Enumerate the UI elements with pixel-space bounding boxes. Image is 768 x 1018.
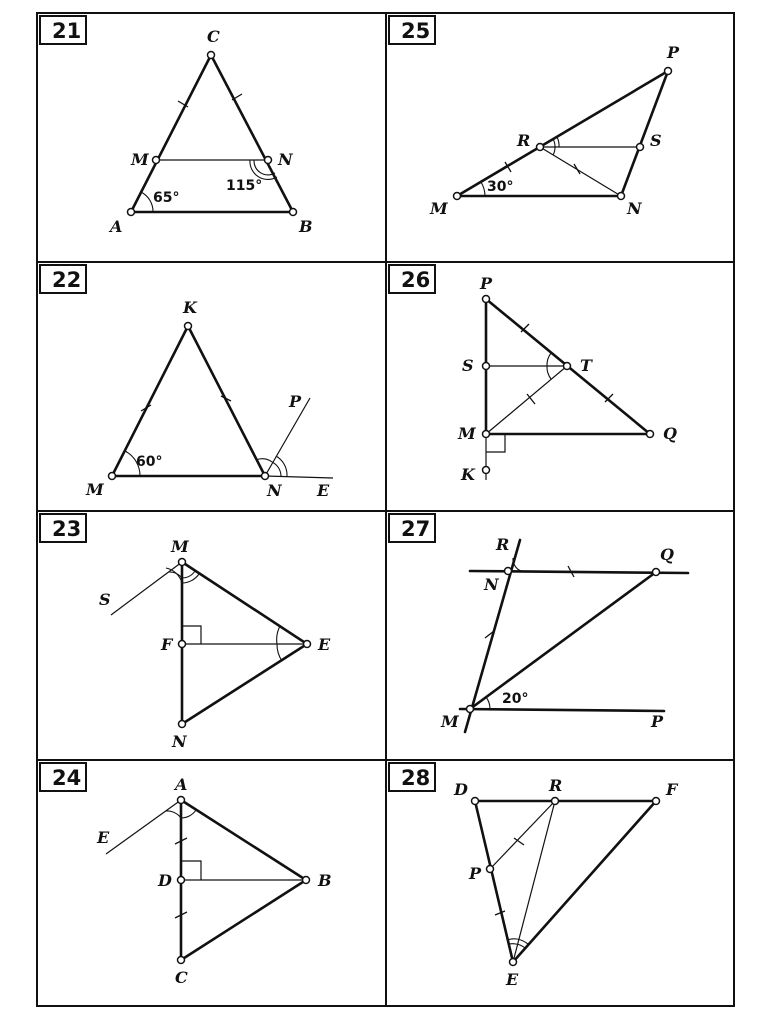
problem-28 <box>389 763 679 989</box>
label-R: R <box>517 131 531 150</box>
problem-number: 26 <box>401 268 431 292</box>
problem-26 <box>389 265 677 484</box>
label-P: P <box>651 712 664 731</box>
label-N: N <box>278 150 293 169</box>
label-F: F <box>666 780 678 799</box>
angle-label-M: 30° <box>487 179 514 195</box>
problem-24 <box>40 763 332 987</box>
label-A: A <box>175 775 188 794</box>
label-M: M <box>430 199 448 218</box>
label-K: K <box>461 465 475 484</box>
angle-label-A: 65° <box>153 190 180 206</box>
problem-22 <box>40 265 333 500</box>
problem-number: 27 <box>401 517 431 541</box>
label-Q: Q <box>663 424 677 443</box>
problem-25 <box>389 16 680 218</box>
label-R: R <box>496 535 510 554</box>
label-D: D <box>454 780 468 799</box>
label-E: E <box>97 828 110 847</box>
angle-label-M: 60° <box>136 454 163 470</box>
label-R: R <box>549 776 563 795</box>
angle-label-M: 20° <box>502 691 529 707</box>
label-P: P <box>289 392 302 411</box>
label-B: B <box>299 217 313 236</box>
angle-label-N: 115° <box>226 178 263 194</box>
label-S: S <box>462 356 474 375</box>
label-M: M <box>458 424 476 443</box>
problem-23 <box>40 514 331 751</box>
problem-number: 24 <box>52 766 82 790</box>
problem-number: 25 <box>401 19 431 43</box>
label-P: P <box>480 274 493 293</box>
label-M: M <box>131 150 149 169</box>
label-M: M <box>86 480 104 499</box>
label-E: E <box>318 635 331 654</box>
label-N: N <box>627 199 642 218</box>
label-K: K <box>183 298 197 317</box>
label-T: T <box>580 356 592 375</box>
label-M: M <box>441 712 459 731</box>
label-N: N <box>267 481 282 500</box>
label-D: D <box>158 871 172 890</box>
label-F: F <box>161 635 173 654</box>
label-C: C <box>175 968 188 987</box>
label-S: S <box>650 131 662 150</box>
problem-27 <box>389 514 688 732</box>
label-Q: Q <box>660 545 674 564</box>
label-P: P <box>469 864 482 883</box>
label-S: S <box>99 590 111 609</box>
problem-number: 22 <box>52 268 82 292</box>
label-N: N <box>172 732 187 751</box>
label-C: C <box>207 27 220 46</box>
problem-21 <box>40 16 313 236</box>
label-E: E <box>506 970 519 989</box>
problem-number: 28 <box>401 766 431 790</box>
label-M: M <box>171 537 189 556</box>
label-P: P <box>667 43 680 62</box>
problem-number: 23 <box>52 517 82 541</box>
label-N: N <box>484 575 499 594</box>
label-A: A <box>110 217 123 236</box>
problem-number: 21 <box>52 19 82 43</box>
label-B: B <box>318 871 332 890</box>
label-E: E <box>317 481 330 500</box>
